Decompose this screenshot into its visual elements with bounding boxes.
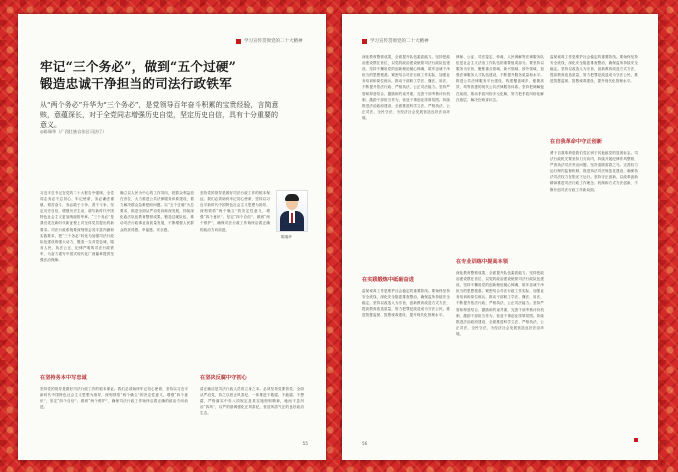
page-number: 56 <box>362 441 368 446</box>
body-col-D: 勇于自我革命是我们党区别于其他政党的显著标志。司法行政机关要坚持刀刃向内，持续开展纪律作风整顿，严查执法司法突出问题，坚决清除害群之马。完善权力运行制约监督机制，推进执法司法规范化建设，确保执法司法权力在阳光下运行。坚持守正创新，以改革创新精神推进司法行政工作理念、机制和方式方法创新，不断开创司法行政工作新局面。 <box>550 151 638 192</box>
body-col-2-top: 确立以人民为中心的工作导向，把群众利益放在首位，大力推进公共法律服务体系建设，着力解决群众急难愁盼问题。以“五个过硬”为总要求，推进全面从严治党向纵深发展，持续深化政法队伍教育整顿成果，锻造过硬队伍，推动司法行政事业高质量发展，不断增强人民群众的获得感、幸福感、安全感。 <box>120 191 194 232</box>
section-heading-2: 在坚决反腐中守初心 <box>200 375 247 381</box>
title-line-1: 牢记“三个务必”，做到“五个过硬” <box>40 59 237 74</box>
section-heading-4: 在实践锻炼中砥砺奋进 <box>362 277 414 283</box>
author-portrait <box>276 190 308 232</box>
body-col-B2: 深化教育整顿成果，全面提升队伍素质能力。坚持把政治建设摆在首位，以党的政治建设统领司法行政队伍建设，坚持不懈用党的创新理论凝心铸魂，筑牢忠诚干净担当的思想根基。紧密结合司法行政工作实际，加强业务培训和岗位练兵，推动干部职工学法、懂法、用法，不断提升依法行政、严格执法、公正司法能力。坚持严管和厚爱结合、激励和约束并重，完善干部考核评价机制，激励干部担当作为，营造干事创业浓厚氛围。持续推进法治政府建设，全面推进科学立法、严格执法、公正司法、全民守法，为经济社会发展营造良好法治环境。 <box>456 271 544 336</box>
article-subtitle: 从“两个务必”升华为“三个务必”，是党领导百年奋斗积累的宝贵经验，言简意赅，意蕴深长，对于全党同志增强历史自觉，坚定历史自信，具有十分重要的意义。 <box>40 101 279 129</box>
page-number: 55 <box>302 441 308 446</box>
section-heading-3: 在专业训练中提高本领 <box>456 259 508 265</box>
body-col-A2: 监狱戒毒工作是维护社会稳定的重要防线。要始终坚持安全底线，深化安全隐患排查整治，确保监所持续安全稳定。坚持以改造人为宗旨，创新教育改造方式方法，提高教育改造质量，努力把罪犯改造成为守法公民。推进智慧监狱、智慧戒毒建设，提升现代化管理水平。 <box>362 289 450 318</box>
right-page <box>342 14 658 460</box>
header-tag: 学习宣传贯彻党的二十大精神 <box>362 38 429 44</box>
end-mark-icon <box>634 438 638 442</box>
header-tag: 学习宣传贯彻党的二十大精神 <box>236 38 303 44</box>
body-col-A: 深化教育整顿成果，全面提升队伍素质能力。坚持把政治建设摆在首位，以党的政治建设统领司法行政队伍建设，坚持不懈用党的创新理论凝心铸魂，筑牢忠诚干净担当的思想根基。紧密结合司法行政工作实际，加强业务培训和岗位练兵，推动干部职工学法、懂法、用法，不断提升依法行政、严格执法、公正司法能力。坚持严管和厚爱结合、激励和约束并重，完善干部考核评价机制，激励干部担当作为，营造干事创业浓厚氛围。持续推进法治政府建设，全面推进科学立法、严格执法、公正司法、全民守法，为经济社会发展营造良好法治环境。 <box>362 55 450 120</box>
section-heading-1: 在坚持务本中写忠诚 <box>40 375 87 381</box>
portrait-caption: 陈瑞华 <box>281 235 292 239</box>
title-line-2: 锻造忠诚干净担当的司法行政铁军 <box>40 76 232 91</box>
body-col-B: 律师、公证、司法鉴定、仲裁、人民调解等法律服务队伍是社会主义法治工作队伍的重要组成部分。要坚持以服务为宗旨，聚焦重点领域、新兴领域、涉外领域，加强法律服务人才队伍建设，不断提升服务质量和水平。推进公共法律服务平台建设，构建覆盖城乡、便捷高效、均等普惠的现代公共法律服务体系。坚持把调解挺在前面，推动矛盾纠纷多元化解，努力把矛盾纠纷化解在基层、解决在萌芽状态。 <box>456 55 544 102</box>
body-col-C: 监狱戒毒工作是维护社会稳定的重要防线。要始终坚持安全底线，深化安全隐患排查整治，确保监所持续安全稳定。坚持以改造人为宗旨，创新教育改造方式方法，提高教育改造质量，努力把罪犯改造成为守法公民。推进智慧监狱、智慧戒毒建设，提升现代化管理水平。 <box>550 55 638 84</box>
byline: ◎陈瑞华（广西壮族自治区司法厅） <box>40 129 107 134</box>
section-heading-5: 在自我革命中守正创新 <box>550 139 602 145</box>
left-page <box>18 14 326 460</box>
body-col-1-bottom: 坚持党的领导是做好司法行政工作的根本保证。我们必须始终牢记初心使命，坚持以习近平新时代中国特色社会主义思想为指导，深刻领悟“两个确立”的决定性意义，增强“四个意识”、坚定“四个自信”、做到“两个维护”，确保司法行政工作始终沿着正确的政治方向前进。 <box>40 387 188 410</box>
red-marker-icon <box>236 39 241 44</box>
body-col-2-bottom: 清正廉洁是司法行政人员的立身之本。必须坚持党要管党、全面从严治党，持之以恒正风肃纪，一体推进不敢腐、不能腐、不想腐，严格落实中央八项规定及其实施细则精神，驰而不息纠治“四风”，以严的基调强化正风肃纪，营造风清气正的良好政治生态。 <box>200 387 304 416</box>
body-col-3-top: 坚持党的领导是做好司法行政工作的根本保证。我们必须始终牢记初心使命，坚持以习近平新时代中国特色社会主义思想为指导，深刻领悟“两个确立”的决定性意义，增强“四个意识”、坚定“四个自信”、做到“两个维护”，确保司法行政工作始终沿着正确的政治方向前进。 <box>200 191 270 232</box>
red-marker-icon <box>362 39 367 44</box>
article-title <box>40 58 320 92</box>
body-col-1-top: 习近平总书记在党的二十大报告中强调，全党同志务必不忘初心、牢记使命，务必谦虚谨慎、艰苦奋斗，务必敢于斗争、善于斗争，坚定历史自信，增强历史主动，谱写新时代中国特色社会主义更加绚丽的华章。“三个务必”是我们党在新时代新征程上对全体党员提出的新要求。司法行政系统要深刻领会其丰富内涵和实践要求，把“三个务必”转化为加强司法行政队伍建设的强大动力，锻造一支对党忠诚、服务人民、执法公正、纪律严明的司法行政铁军，为奋力谱写中国式现代化广西篇章提供坚强法治保障。 <box>40 191 114 263</box>
